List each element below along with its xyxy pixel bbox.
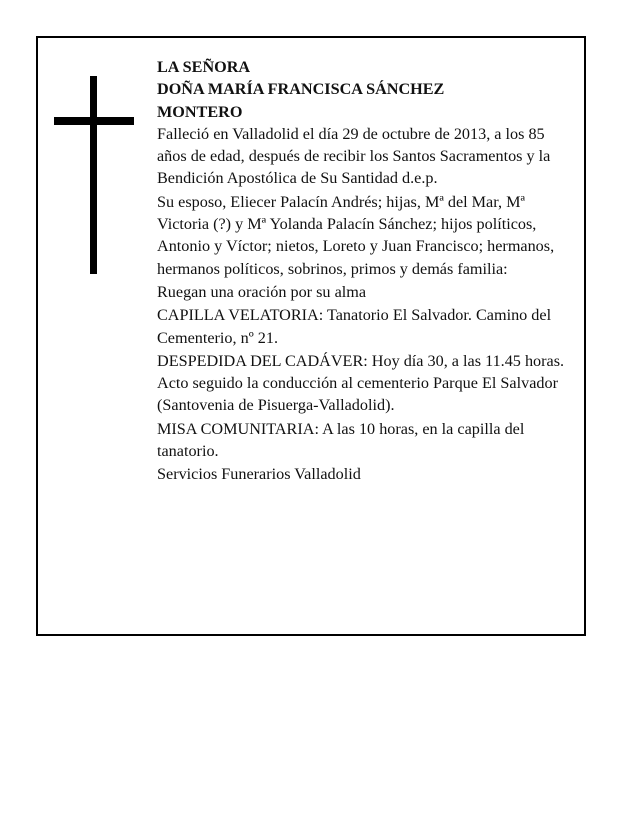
- cross-horizontal-bar: [54, 117, 134, 125]
- deceased-name-line-2: MONTERO: [157, 102, 243, 121]
- notice-text: [157, 56, 577, 487]
- farewell-info: DESPEDIDA DEL CADÁVER: Hoy día 30, a las 11.45 horas. Acto seguido la conducción al cementerio Parque El Salvador (Santovenia de Pisuerga-Valladolid).: [157, 351, 565, 415]
- prayer-request: Ruegan una oración por su alma: [157, 282, 367, 301]
- family-list: Su esposo, Eliecer Palacín Andrés; hijas, Mª del Mar, Mª Victoria (?) y Mª Yolanda Palacín Sánchez; hijos políticos, Antonio y Víctor; nietos, Loreto y Juan Francisco; hermanos, hermanos políticos, sobrinos, primos y demás familia:: [157, 192, 555, 278]
- cross-icon: [54, 76, 134, 274]
- chapel-info: CAPILLA VELATORIA: Tanatorio El Salvador. Camino del Cementerio, nº 21.: [157, 306, 552, 347]
- cross-vertical-bar: [90, 76, 97, 274]
- obituary-notice: [36, 36, 586, 636]
- mass-info: MISA COMUNITARIA: A las 10 horas, en la capilla del tanatorio.: [157, 419, 525, 461]
- notice-title: LA SEÑORA: [157, 58, 251, 76]
- funeral-service-provider: Servicios Funerarios Valladolid: [157, 465, 361, 484]
- deceased-name-line-1: DOÑA MARÍA FRANCISCA SÁNCHEZ: [157, 80, 445, 99]
- death-announcement: Falleció en Valladolid el día 29 de octubre de 2013, a los 85 años de edad, después de recibir los Santos Sacramentos y la Bendición Apostólica de Su Santidad d.e.p.: [157, 124, 551, 188]
